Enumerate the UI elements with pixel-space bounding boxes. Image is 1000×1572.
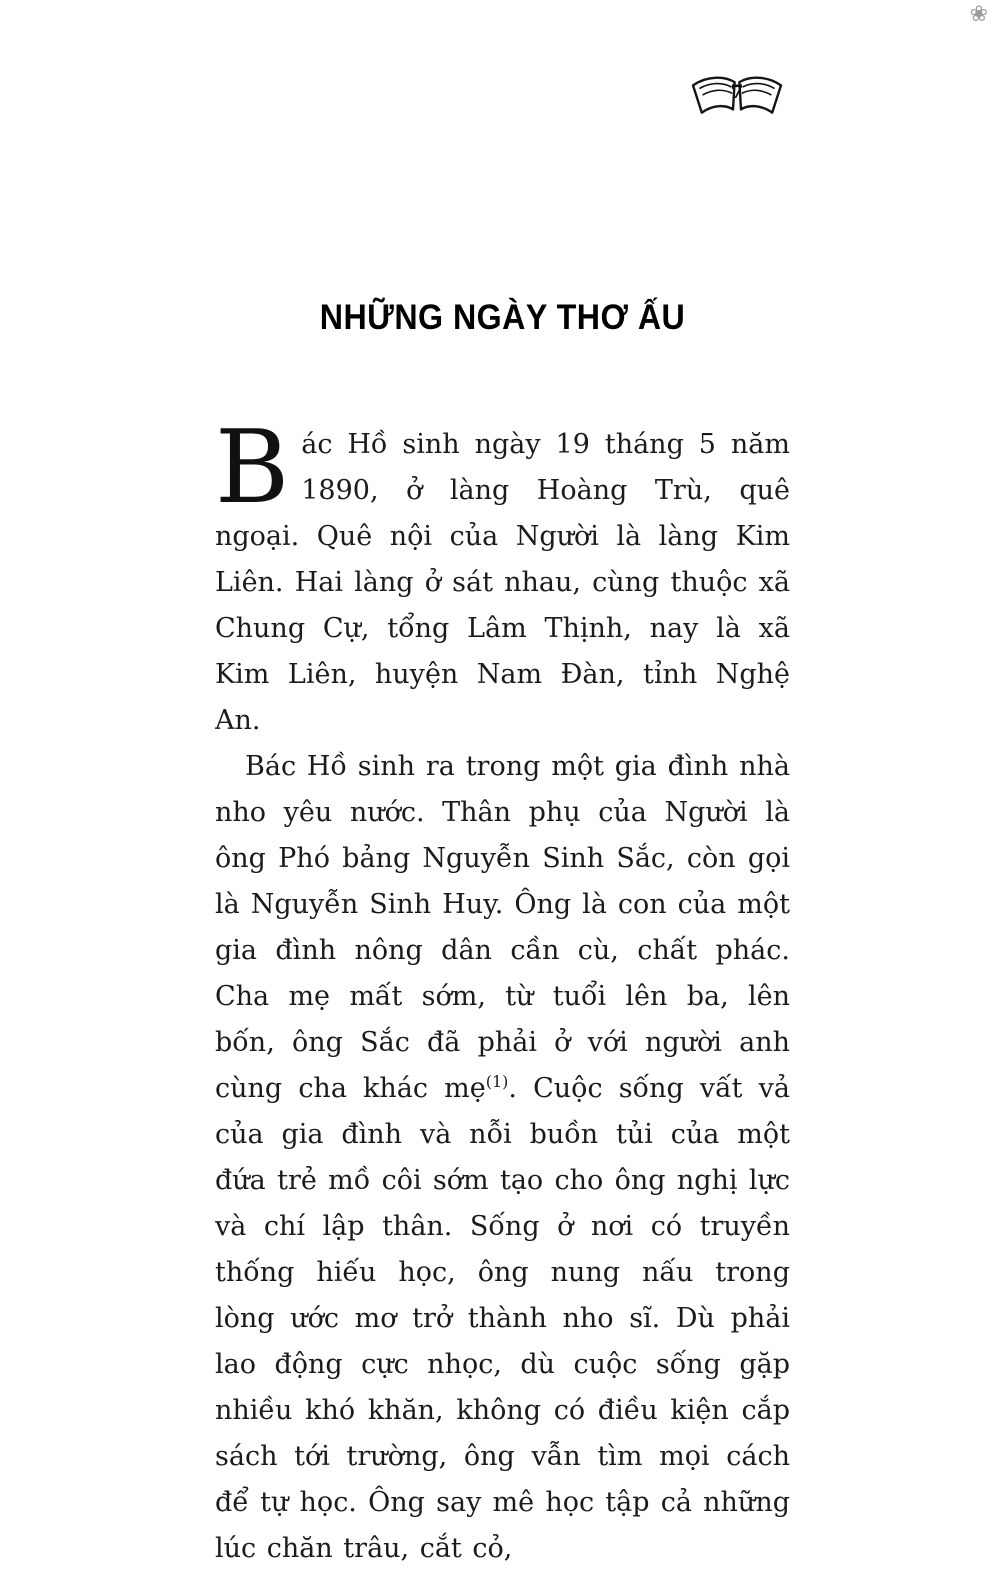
paragraph-1: [215, 408, 790, 744]
paragraph-1-text: ác Hồ sinh ngày 19 tháng 5 năm 1890, ở làng Hoàng Trù, quê ngoại. Quê nội của Người là làng Kim Liên. Hai làng ở sát nhau, cùng thuộc xã Chung Cự, tổng Lâm Thịnh, nay là xã Kim Liên, huyện Nam Đàn, tỉnh Nghệ An.: [215, 429, 790, 736]
page-number: 7: [730, 81, 744, 103]
chapter-title: NHỮNG NGÀY THƠ ẤU: [319, 298, 686, 337]
dropcap: B: [215, 408, 290, 526]
paragraph-2-text: Bác Hồ sinh ra trong một gia đình nhà nho yêu nước. Thân phụ của Người là ông Phó bảng Nguyễn Sinh Sắc, còn gọi là Nguyễn Sinh Huy. Ông là con của một gia đình nông dân cần cù, chất phác. Cha mẹ mất sớm, từ tuổi lên ba, lên bốn, ông Sắc đã phải ở với người anh cùng cha khác mẹ: [215, 751, 790, 1104]
footnote-marker: (1): [485, 1072, 509, 1091]
text-column: [215, 0, 790, 1572]
flower-icon: ❀: [969, 2, 988, 27]
paragraph-2: [215, 744, 790, 1572]
body-text: [215, 408, 791, 1572]
paragraph-2-text-after: . Cuộc sống vất vả của gia đình và nỗi buồn tủi của một đứa trẻ mồ côi sớm tạo cho ông nghị lực và chí lập thân. Sống ở nơi có truyền thống hiếu học, ông nung nấu trong lòng ước mơ trở thành nho sĩ. Dù phải lao động cực nhọc, dù cuộc sống gặp nhiều khó khăn, không có điều kiện cắp sách tới trường, ông vẫn tìm mọi cách để tự học. Ông say mê học tập cả những lúc chăn trâu, cắt cỏ,: [215, 1073, 791, 1564]
